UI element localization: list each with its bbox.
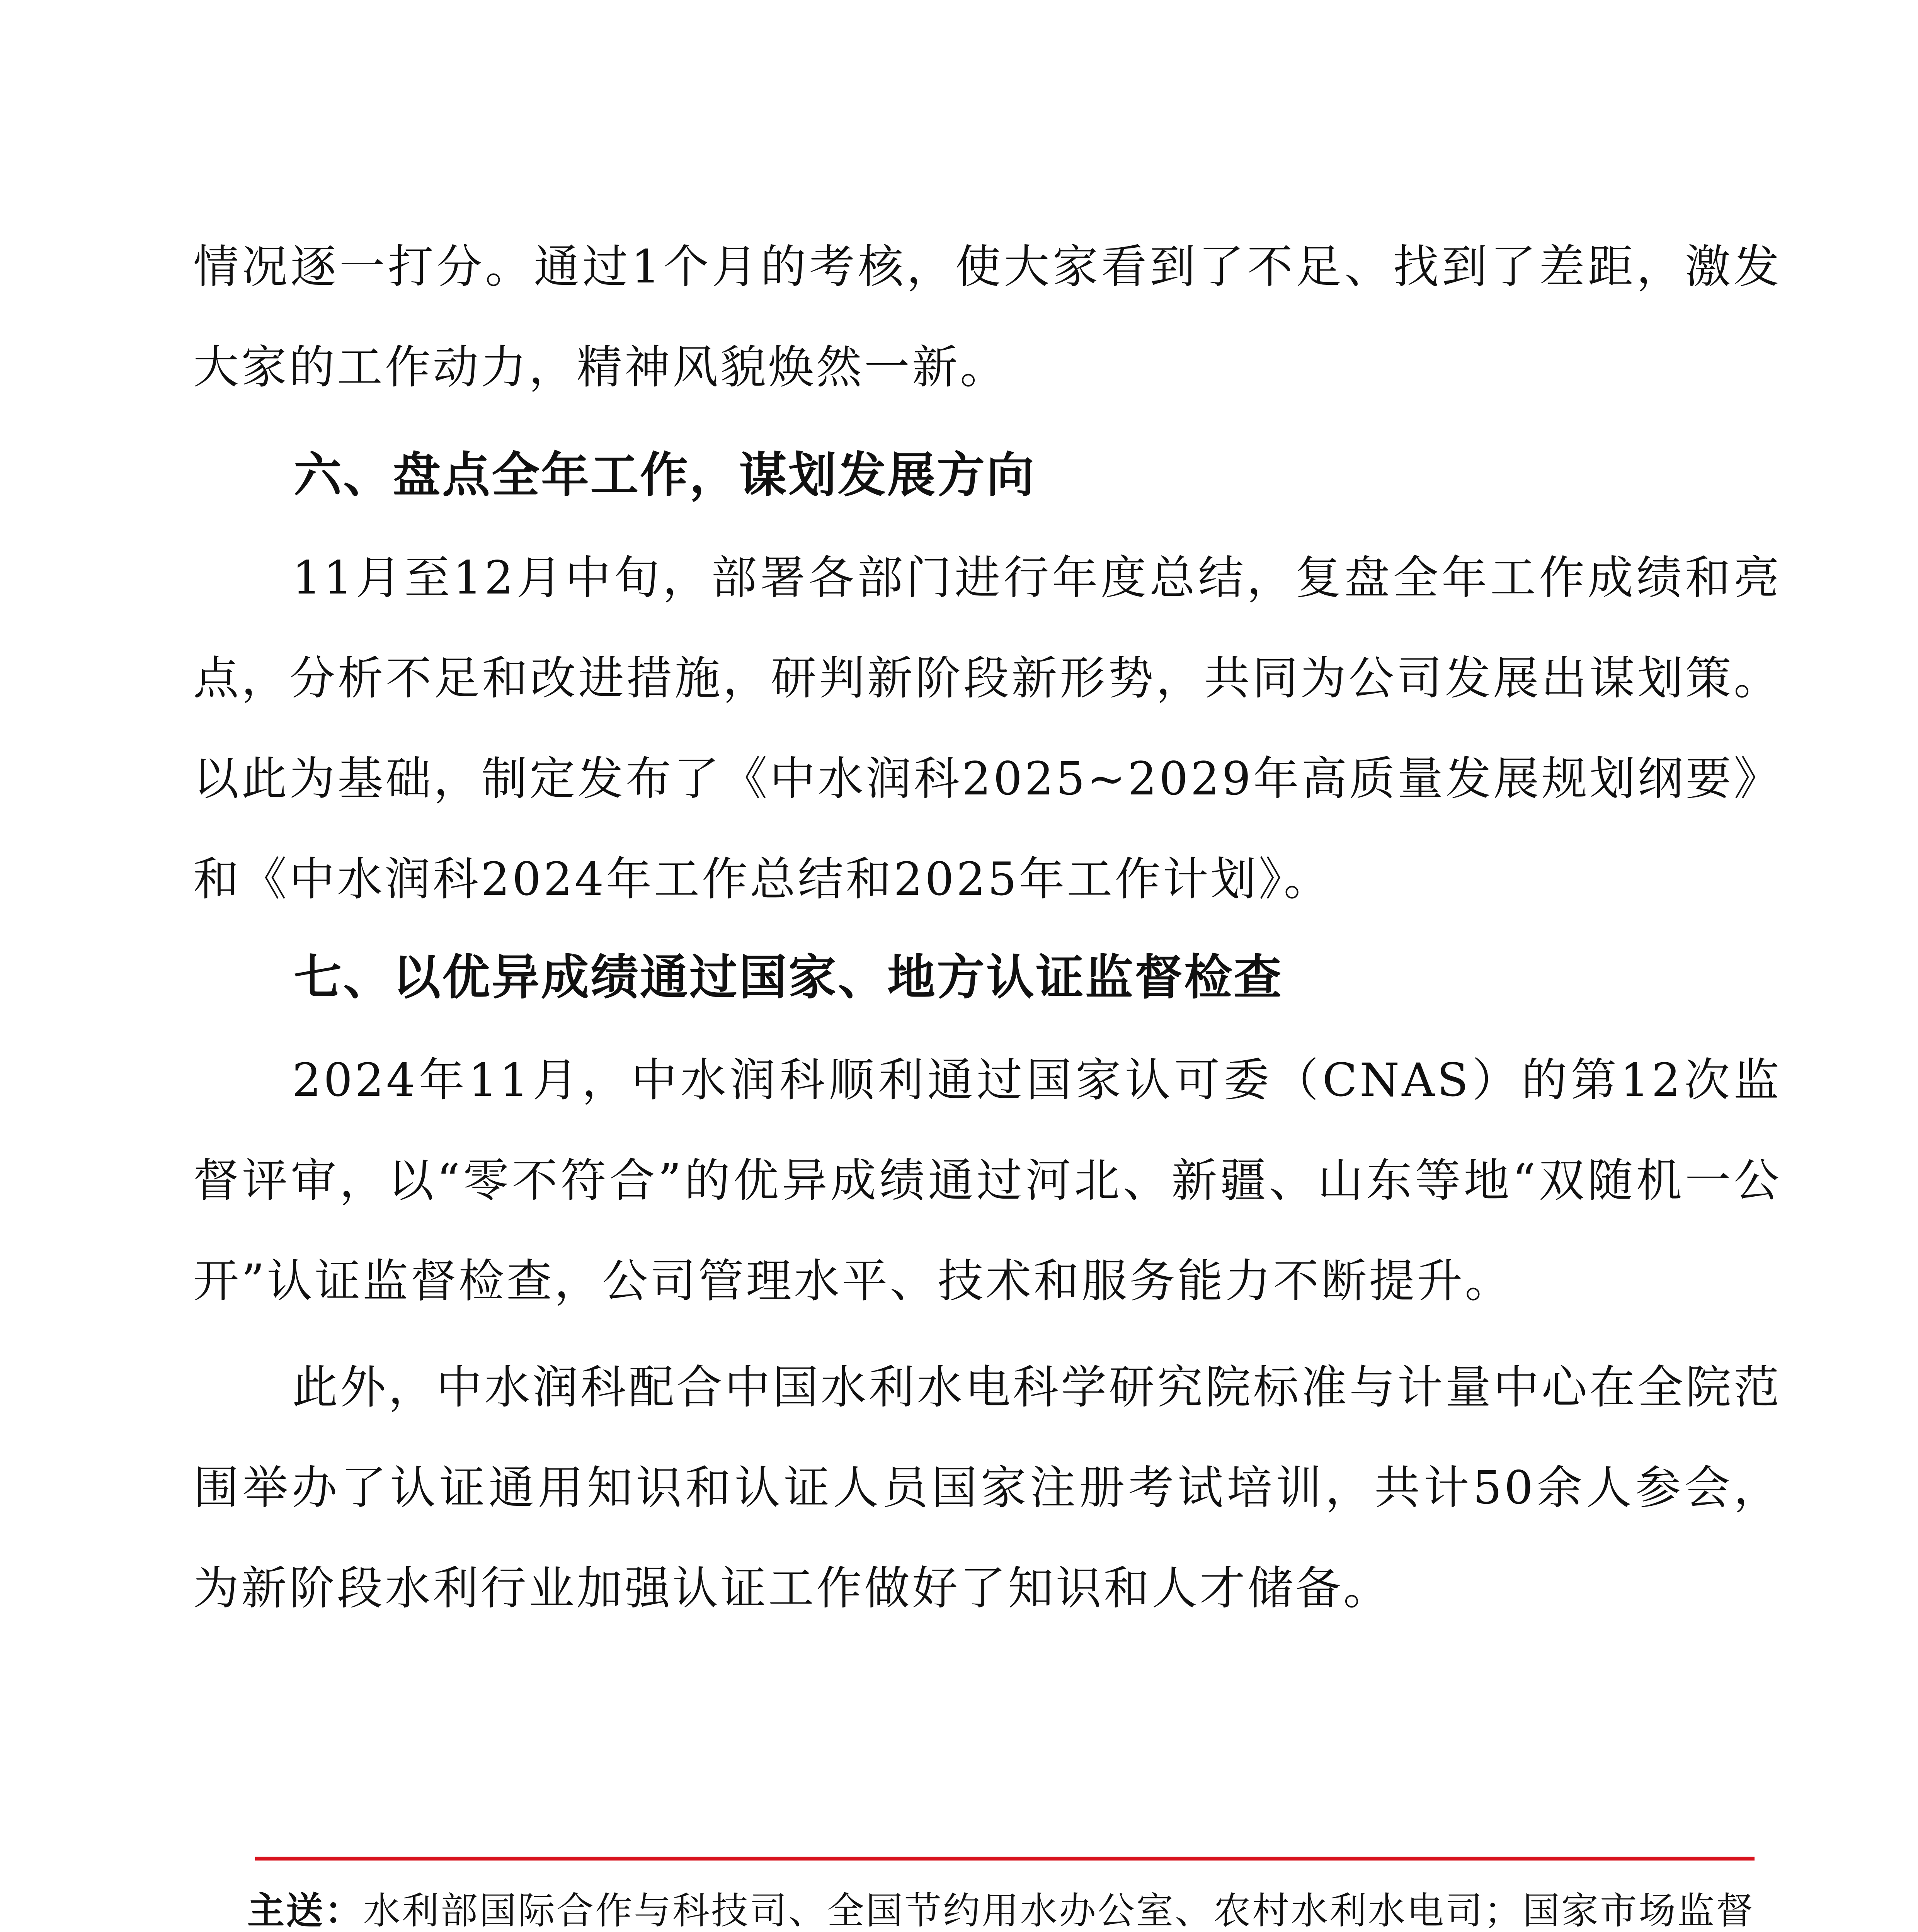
main-recipients-label: 主送： [247, 1889, 363, 1932]
section-7-heading: 七、以优异成绩通过国家、地方认证监督检查 [294, 950, 1283, 1005]
section-7-body-2: 此外，中水润科配合中国水利水电科学研究院标准与计量中心在全院范围举办了认证通用知识和认证人员国家注册考试培训，共计50余人参会，为新阶段水利行业加强认证工作做好了知识和人才储备。 [193, 1361, 1782, 1615]
paragraph-continuation: 情况逐一打分。通过1个月的考核，使大家看到了不足、找到了差距，激发大家的工作动力，精神风貌焕然一新。 [193, 240, 1782, 394]
main-recipients-text: 水利部国际合作与科技司、全国节约用水办公室、农村水利水电司；国家市场监督 [363, 1889, 1755, 1932]
section-7-body-1: 2024年11月，中水润科顺利通过国家认可委（CNAS）的第12次监督评审，以“零不符合”的优异成绩通过河北、新疆、山东等地“双随机一公开”认证监督检查，公司管理水平、技术和服务能力不断提升。 [193, 1053, 1782, 1308]
main-recipients [247, 1872, 1762, 1932]
section-6-body: 11月至12月中旬，部署各部门进行年度总结，复盘全年工作成绩和亮点，分析不足和改进措施，研判新阶段新形势，共同为公司发展出谋划策。以此为基础，制定发布了《中水润科2025~2029年高质量发展规划纲要》和《中水润科2024年工作总结和2025年工作计划》。 [193, 551, 1782, 906]
distribution-top-rule [255, 1857, 1755, 1861]
section-6-heading: 六、盘点全年工作，谋划发展方向 [294, 447, 1036, 503]
